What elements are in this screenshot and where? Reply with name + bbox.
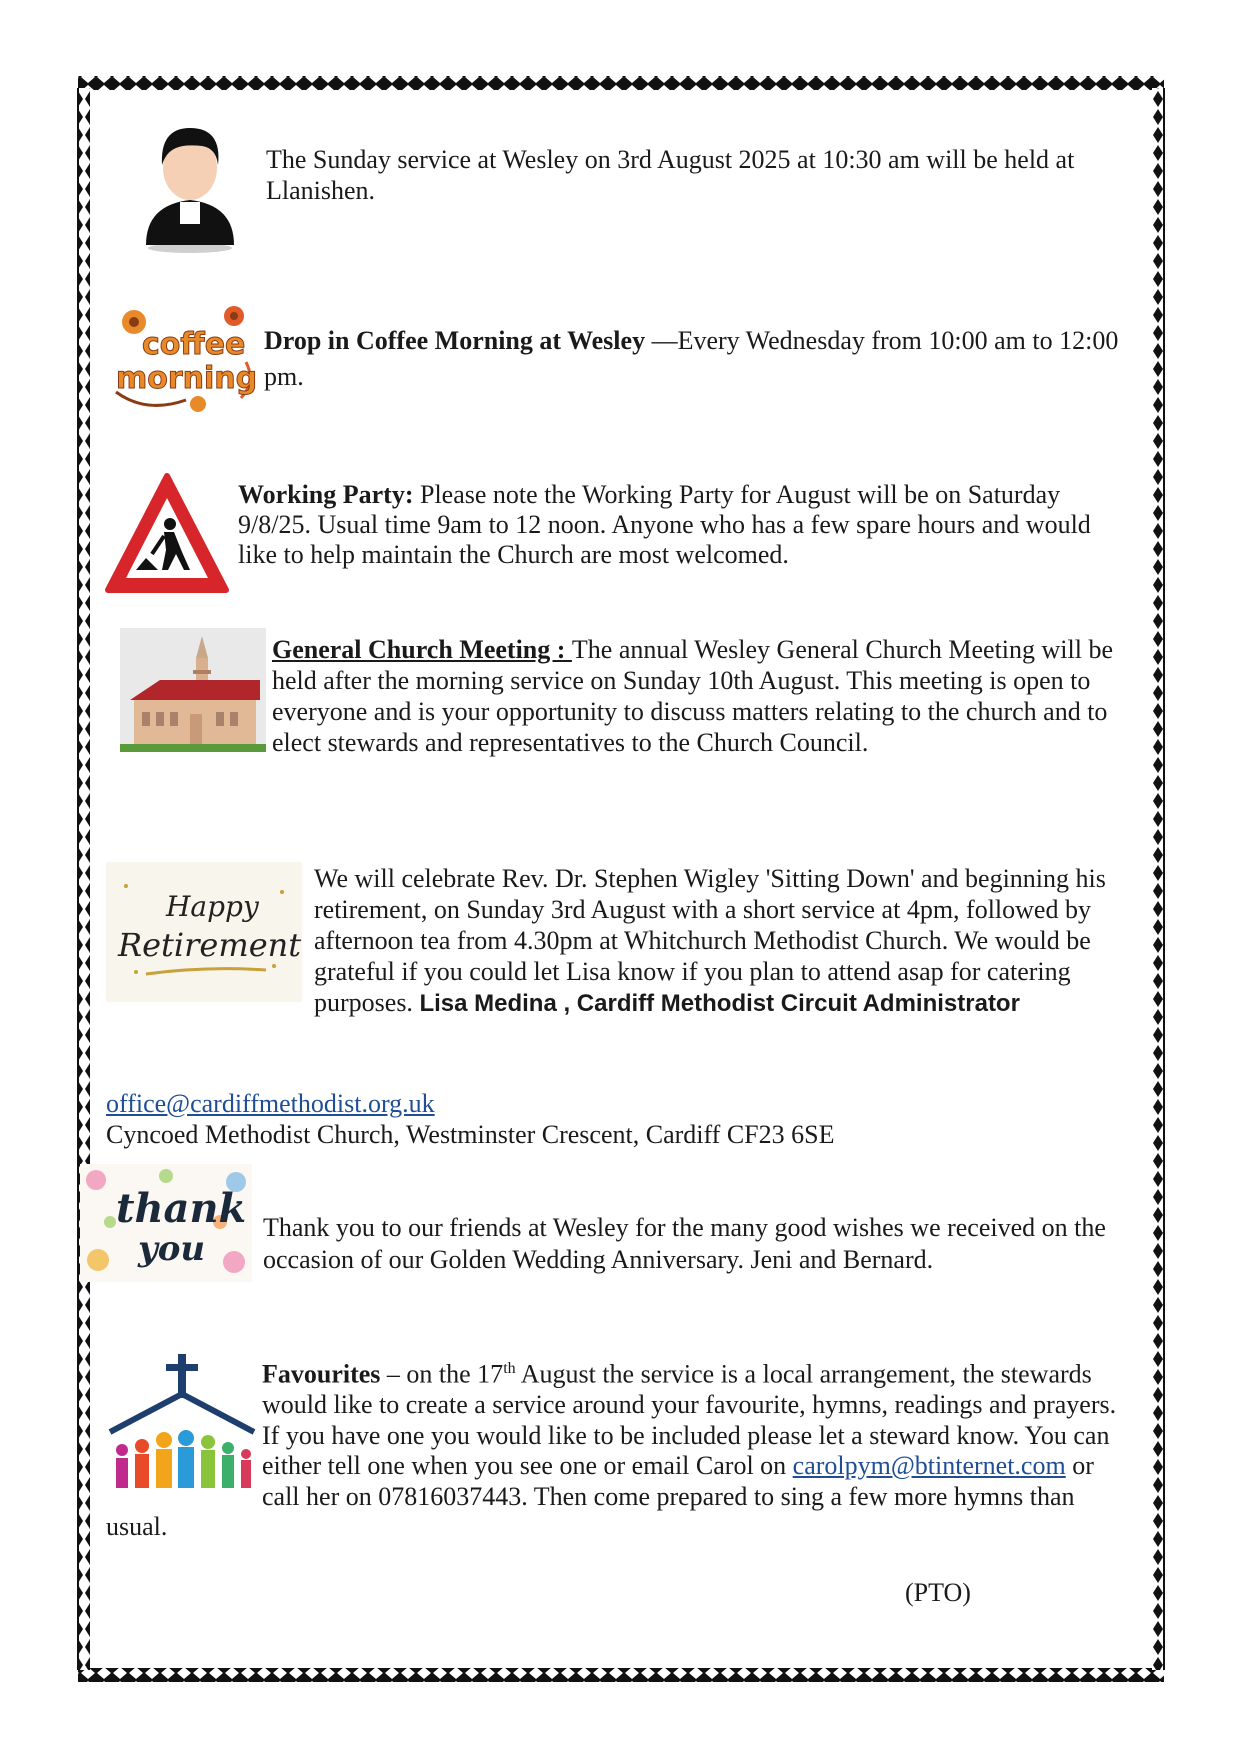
svg-text:thank: thank [116, 1185, 247, 1232]
coffee-morning-detail: —Every Wednesday from 10:00 am to 12:00 pm. [264, 326, 1119, 391]
coffee-morning-icon [106, 302, 258, 418]
working-party-title: Working Party: [238, 480, 414, 509]
favourites-email-link[interactable]: carolpym@btinternet.com [792, 1451, 1066, 1481]
working-party-text [238, 480, 1128, 570]
thank-you-card-icon [80, 1164, 252, 1282]
retirement-detail: We will celebrate Rev. Dr. Stephen Wigley 'Sitting Down' and beginning his retirement, on Sunday 3rd August with a short service at 4pm, followed by afternoon tea from 4.30pm at Whitchurch Methodist Church. We would be grateful if you could let Lisa know if you plan to attend asap for catering purposes. [314, 864, 1106, 1017]
svg-text:coffee: coffee [142, 327, 246, 362]
general-meeting-detail: The annual Wesley General Church Meeting will be held after the morning service on Sunday 10th August. This meeting is open to everyone and is your opportunity to discuss matters relating to the church and to elect stewards and representatives to the Church Council. [272, 635, 1114, 757]
coffee-morning-title: Drop in Coffee Morning at Wesley [264, 326, 646, 355]
retirement-email-link[interactable]: office@cardiffmethodist.org.uk [106, 1089, 435, 1118]
svg-text:Retirement: Retirement [118, 926, 302, 964]
retirement-address: Cyncoed Methodist Church, Westminster Crescent, Cardiff CF23 6SE [106, 1120, 835, 1149]
favourites-title: Favourites [262, 1359, 381, 1389]
retirement-text [106, 863, 1126, 1019]
coffee-morning-text [264, 323, 1124, 395]
general-meeting-text [272, 634, 1142, 758]
church-building-icon [120, 628, 266, 752]
favourites-text: Favourites – on the 17th August the service is a local arrangement, the stewards would like to create a service around your favourite, hymns, readings and prayers. If you have one you would like to be included please let a steward know. You can either tell one when you see one or email Carol on carolpym@btinternet.com or call her on 07816037443. Then come prepared to sing a few more hymns than usual. [106, 1359, 1117, 1542]
roadworks-sign-icon [102, 470, 232, 598]
minister-icon [140, 120, 240, 255]
working-party-detail: Please note the Working Party for August will be on Saturday 9/8/25. Usual time 9am to 12 noon. Anyone who has a few spare hours and would like to help maintain the Church are most welcomed. [238, 480, 1091, 569]
please-turn-over: (PTO) [905, 1578, 971, 1607]
svg-text:you: you [138, 1229, 206, 1269]
general-meeting-title: General Church Meeting : [272, 635, 572, 664]
retirement-signoff: Lisa Medina , Cardiff Methodist Circuit Administrator [419, 990, 1020, 1017]
svg-text:morning: morning [116, 361, 258, 396]
thank-you-text: Thank you to our friends at Wesley for the many good wishes we received on the occasion of our Golden Wedding Anniversary. Jeni and Bernard. [263, 1213, 1106, 1274]
svg-text:Happy: Happy [166, 890, 259, 923]
sunday-service-text: The Sunday service at Wesley on 3rd August 2025 at 10:30 am will be held at Llanishen. [266, 145, 1075, 205]
